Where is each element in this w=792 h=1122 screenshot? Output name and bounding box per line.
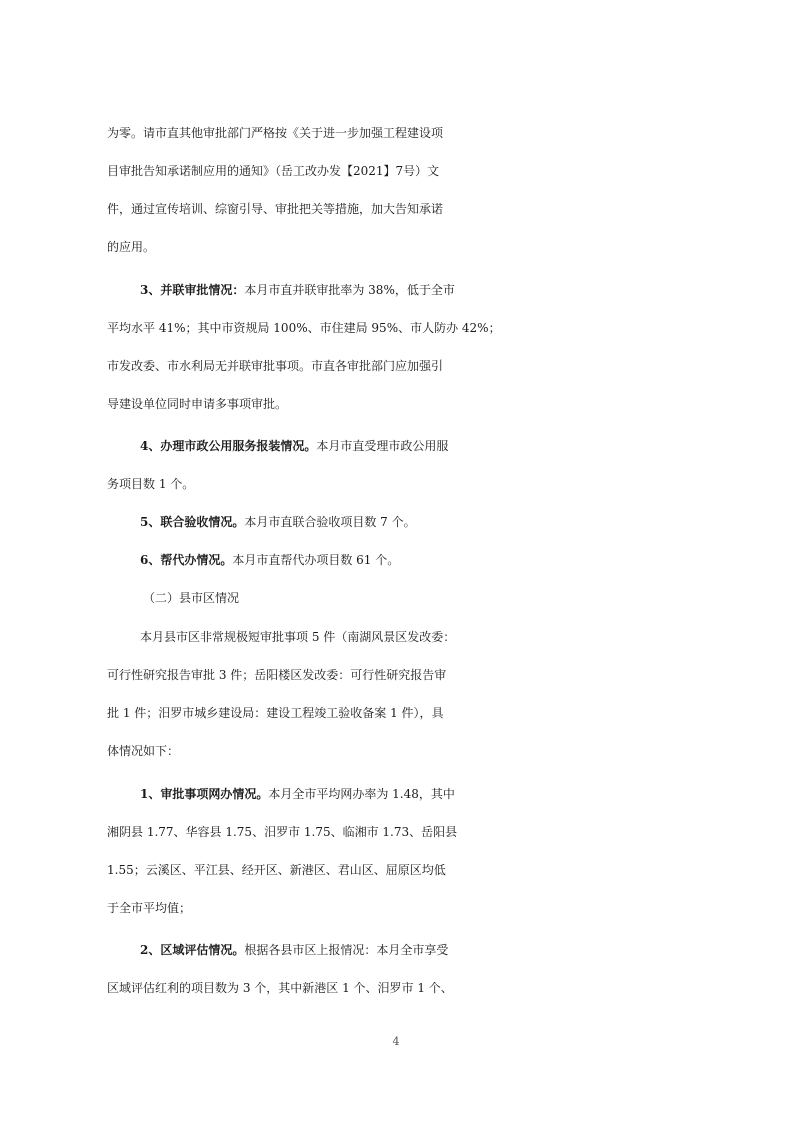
paragraph-heading: 1、审批事项网办情况。 <box>140 787 269 801</box>
paragraph-line <box>0 507 792 537</box>
paragraph-heading: 2、区域评估情况。 <box>140 943 245 957</box>
text-line: 的应用。 <box>107 240 156 254</box>
text-line: 本月县市区非常规极短审批事项 5 件（南湖风景区发改委： <box>140 630 456 644</box>
paragraph-text: 本月市直帮代办项目数 61 个。 <box>232 553 400 567</box>
text-line: 市发改委、市水利局无并联审批事项。市直各审批部门应加强引 <box>107 359 444 373</box>
text-line: 件，通过宣传培训、综窗引导、审批把关等措施，加大告知承诺 <box>107 202 444 216</box>
paragraph-line <box>0 545 792 575</box>
paragraph-line <box>0 779 792 809</box>
paragraph-heading: 6、帮代办情况。 <box>140 553 233 567</box>
text-line: 平均水平 41%；其中市资规局 100%、市住建局 95%、市人防办 42%； <box>107 321 501 335</box>
text-line: 目审批告知承诺制应用的通知》（岳工改办发【2021】7号）文 <box>107 164 440 178</box>
text-line: 可行性研究报告审批 3 件；岳阳楼区发改委：可行性研究报告审 <box>107 668 447 682</box>
paragraph-line <box>0 935 792 965</box>
paragraph-text: 本月市直受理市政公用服 <box>316 439 449 453</box>
text-line: 区域评估红利的项目数为 3 个，其中新港区 1 个、汨罗市 1 个、 <box>107 981 453 995</box>
text-line: 湘阴县 1.77、华容县 1.75、汨罗市 1.75、临湘市 1.73、岳阳县 <box>107 825 458 839</box>
paragraph-heading: 4、办理市政公用服务报装情况。 <box>140 439 317 453</box>
text-line: 导建设单位同时申请多事项审批。 <box>107 397 288 411</box>
paragraph-text: 根据各县市区上报情况：本月全市享受 <box>244 943 449 957</box>
text-line: 务项目数 1 个。 <box>107 477 195 491</box>
paragraph-heading: 5、联合验收情况。 <box>140 515 245 529</box>
paragraph-text: 本月市直并联审批率为 38%，低于全市 <box>244 283 455 297</box>
page-number: 4 <box>392 1035 400 1048</box>
text-line: 1.55；云溪区、平江县、经开区、新港区、君山区、屈原区均低 <box>107 863 446 877</box>
section-heading: （二）县市区情况 <box>143 591 240 605</box>
paragraph-text: 本月全市平均网办率为 1.48，其中 <box>268 787 455 801</box>
text-line: 于全市平均值； <box>107 901 192 915</box>
paragraph-text: 本月市直联合验收项目数 7 个。 <box>244 515 416 529</box>
paragraph-line <box>0 431 792 461</box>
paragraph-line <box>0 275 792 305</box>
paragraph-heading: 3、并联审批情况： <box>140 283 245 297</box>
text-line: 为零。请市直其他审批部门严格按《关于进一步加强工程建设项 <box>107 126 444 140</box>
text-line: 体情况如下： <box>107 744 180 758</box>
text-line: 批 1 件；汨罗市城乡建设局：建设工程竣工验收备案 1 件），具 <box>107 706 444 720</box>
